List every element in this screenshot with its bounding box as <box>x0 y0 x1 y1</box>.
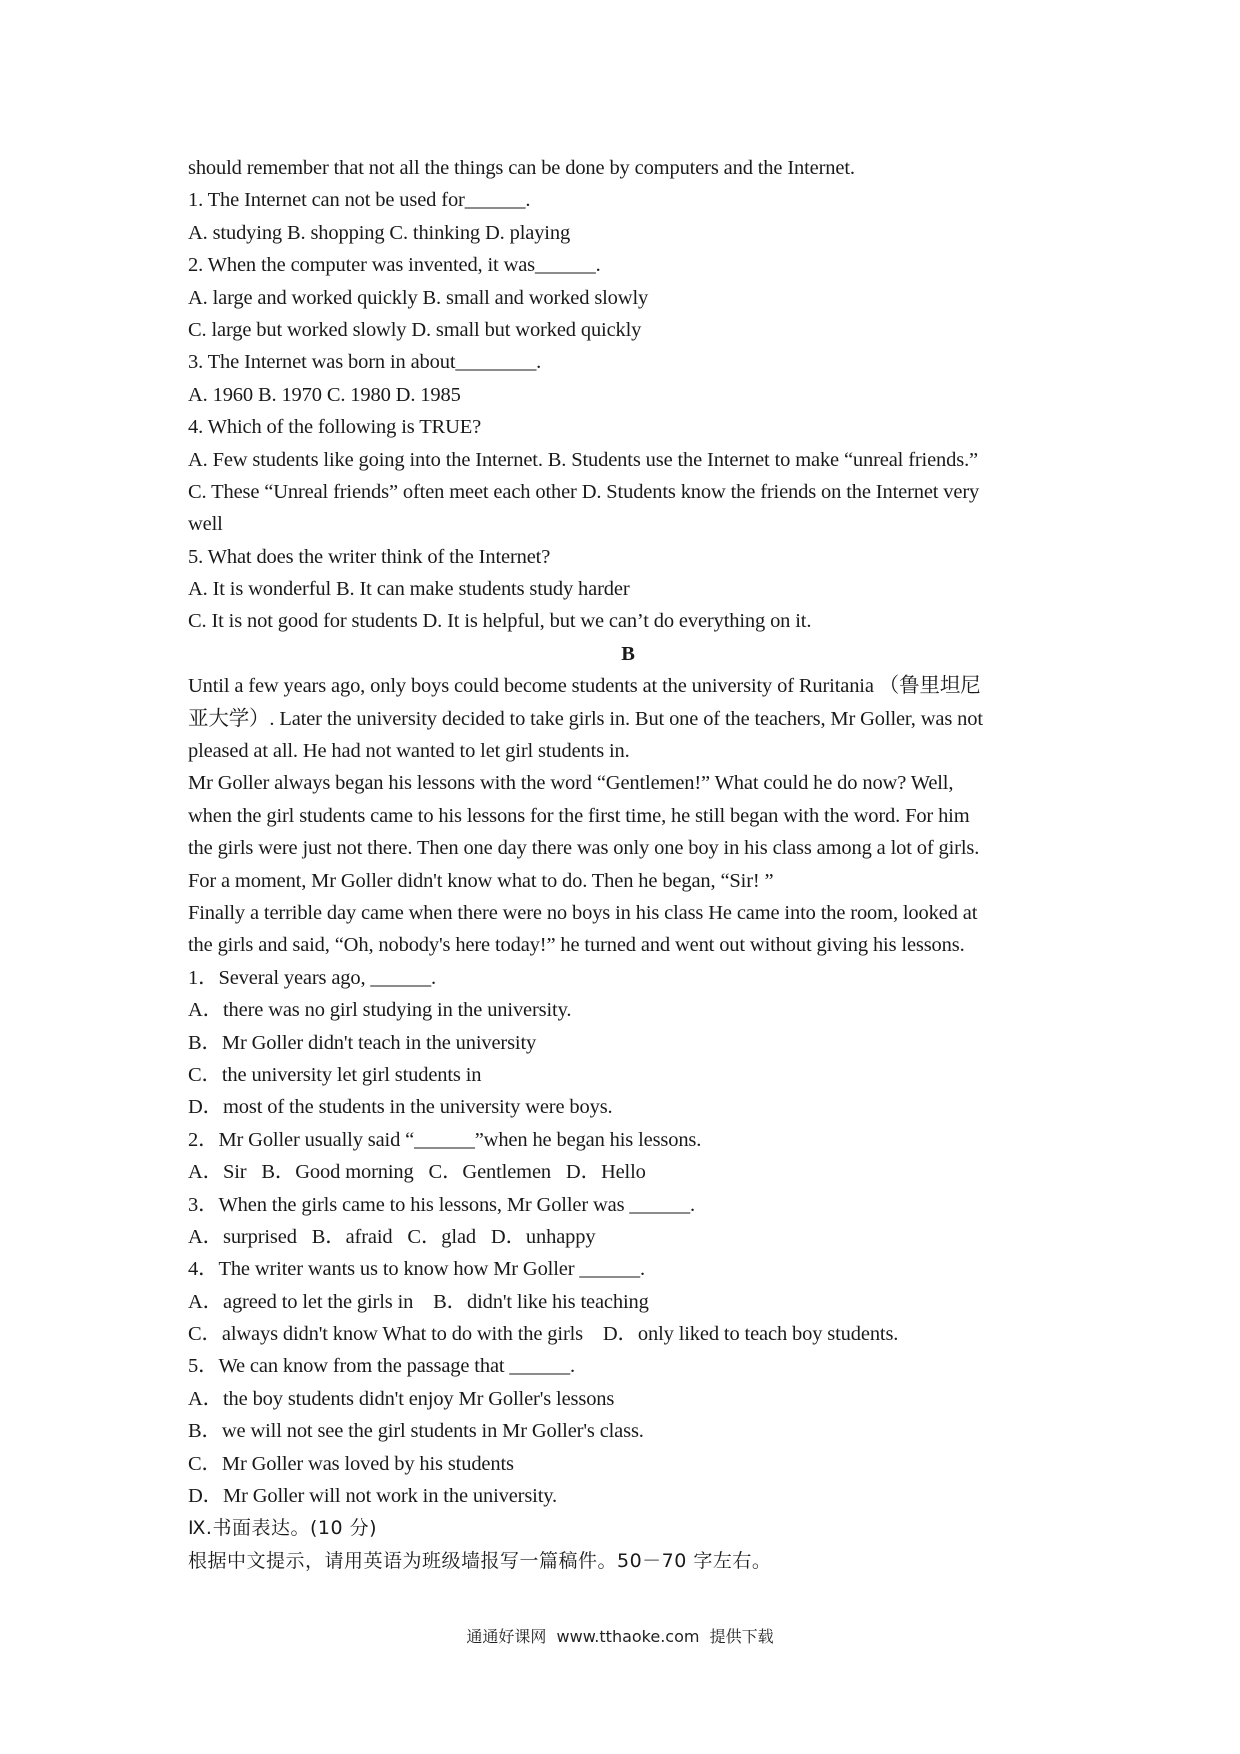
question-b1: 1．Several years ago, ______. <box>188 966 436 989</box>
section-ix-instruction: 根据中文提示，请用英语为班级墙报写一篇稿件。50－70 字左右。 <box>188 1549 772 1572</box>
passage-b-p3-line2: the girls and said, “Oh, nobody's here today!” he turned and went out without giving his lessons. <box>188 934 965 957</box>
question-b5-option-a: A．the boy students didn't enjoy Mr Goller's lessons <box>188 1387 615 1410</box>
question-a1-options: A. studying B. shopping C. thinking D. playing <box>188 221 571 244</box>
question-b3: 3．When the girls came to his lessons, Mr Goller was ______. <box>188 1193 695 1216</box>
question-b2: 2．Mr Goller usually said “______”when he began his lessons. <box>188 1128 702 1151</box>
question-a5-options-2: C. It is not good for students D. It is helpful, but we can’t do everything on it. <box>188 610 812 633</box>
question-a2-options-1: A. large and worked quickly B. small and worked slowly <box>188 286 649 309</box>
passage-a-ending: should remember that not all the things can be done by computers and the Internet. <box>188 157 855 179</box>
question-b4: 4．The writer wants us to know how Mr Goller ______. <box>188 1258 645 1281</box>
section-ix-title: Ⅸ.书面表达。(10 分) <box>188 1517 378 1540</box>
question-b5: 5．We can know from the passage that ______. <box>188 1355 575 1378</box>
page-footer: 通通好课网 www.tthaoke.com 提供下载 <box>466 1627 774 1646</box>
passage-b-p2-line2: when the girl students came to his lessons for the first time, he still began with the word. For him <box>188 804 970 827</box>
question-b1-option-c: C．the university let girl students in <box>188 1063 482 1086</box>
passage-b-p2-line4: For a moment, Mr Goller didn't know what to do. Then he began, “Sir! ” <box>188 869 774 892</box>
question-b1-option-b: B．Mr Goller didn't teach in the university <box>188 1031 537 1054</box>
question-b5-option-c: C．Mr Goller was loved by his students <box>188 1452 514 1475</box>
question-a5: 5. What does the writer think of the Internet? <box>188 545 551 568</box>
document-body <box>188 152 1068 1577</box>
passage-b-p1-line3: pleased at all. He had not wanted to let girl students in. <box>188 740 630 763</box>
question-a3-options: A. 1960 B. 1970 C. 1980 D. 1985 <box>188 383 461 406</box>
question-a4-options-1: A. Few students like going into the Internet. B. Students use the Internet to make “unreal friends.” <box>188 448 979 471</box>
question-b4-options-1: A．agreed to let the girls in B．didn't like his teaching <box>188 1290 649 1313</box>
question-a2: 2. When the computer was invented, it was______. <box>188 254 601 277</box>
question-b2-options: A．Sir B．Good morning C．Gentlemen D．Hello <box>188 1161 646 1184</box>
question-a3: 3. The Internet was born in about________. <box>188 351 542 374</box>
question-b1-option-d: D．most of the students in the university were boys. <box>188 1096 613 1119</box>
section-b-heading: B <box>621 642 635 665</box>
question-b3-options: A．surprised B．afraid C．glad D．unhappy <box>188 1225 596 1248</box>
question-a1: 1. The Internet can not be used for______. <box>188 189 531 212</box>
question-a2-options-2: C. large but worked slowly D. small but worked quickly <box>188 318 642 341</box>
passage-b-p2-line3: the girls were just not there. Then one day there was only one boy in his class among a lot of girls. <box>188 837 980 860</box>
passage-b-p3-line1: Finally a terrible day came when there were no boys in his class He came into the room, looked at <box>188 901 978 924</box>
question-b1-option-a: A．there was no girl studying in the university. <box>188 999 572 1022</box>
passage-b-p1-line1: Until a few years ago, only boys could become students at the university of Ruritania （鲁里坦尼 <box>188 675 981 698</box>
question-a4: 4. Which of the following is TRUE? <box>188 416 482 439</box>
question-b5-option-b: B．we will not see the girl students in Mr Goller's class. <box>188 1420 644 1443</box>
question-b5-option-d: D．Mr Goller will not work in the university. <box>188 1485 557 1508</box>
question-a4-options-2: C. These “Unreal friends” often meet each other D. Students know the friends on the Internet very <box>188 480 980 503</box>
question-a4-options-3: well <box>188 513 223 536</box>
question-b4-options-2: C．always didn't know What to do with the girls D．only liked to teach boy students. <box>188 1323 899 1346</box>
passage-b-p2-line1: Mr Goller always began his lessons with the word “Gentlemen!” What could he do now? Well, <box>188 772 954 795</box>
question-a5-options-1: A. It is wonderful B. It can make students study harder <box>188 578 630 601</box>
passage-b-p1-line2: 亚大学）. Later the university decided to take girls in. But one of the teachers, Mr Goller, was not <box>188 707 983 730</box>
